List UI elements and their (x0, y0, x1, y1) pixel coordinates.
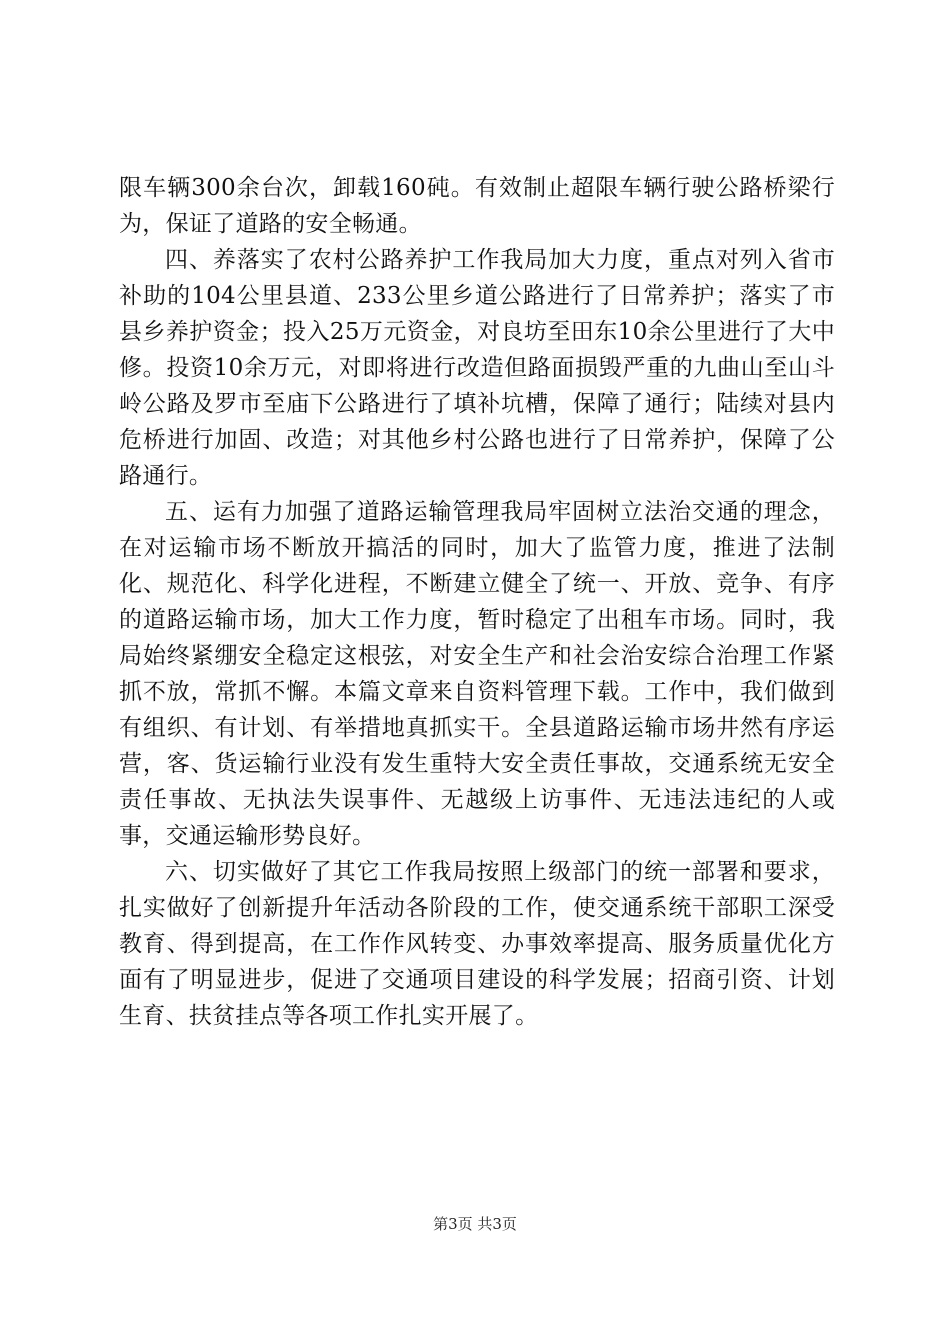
paragraph-section-four: 四、养落实了农村公路养护工作我局加大力度，重点对列入省市补助的104公里县道、233公里乡道公路进行了日常养护；落实了市县乡养护资金；投入25万元资金，对良坊至田东10余公里进行了大中修。投资10余万元，对即将进行改造但路面损毁严重的九曲山至山斗岭公路及罗市至庙下公路进行了填补坑槽，保障了通行；陆续对县内危桥进行加固、改造；对其他乡村公路也进行了日常养护，保障了公路通行。 (119, 247, 835, 489)
paragraph-section-five: 五、运有力加强了道路运输管理我局牢固树立法治交通的理念，在对运输市场不断放开搞活的同时，加大了监管力度，推进了法制化、规范化、科学化进程，不断建立健全了统一、开放、竞争、有序的道路运输市场，加大工作力度，暂时稳定了出租车市场。同时，我局始终紧绷安全稳定这根弦，对安全生产和社会治安综合治理工作紧抓不放，常抓不懈。本篇文章来自资料管理下载。工作中，我们做到有组织、有计划、有举措地真抓实干。全县道路运输市场井然有序运营，客、货运输行业没有发生重特大安全责任事故，交通系统无安全责任事故、无执法失误事件、无越级上访事件、无违法违纪的人或事，交通运输形势良好。 (119, 499, 835, 849)
paragraph-section-six: 六、切实做好了其它工作我局按照上级部门的统一部署和要求，扎实做好了创新提升年活动各阶段的工作，使交通系统干部职工深受教育、得到提高，在工作作风转变、办事效率提高、服务质量优化方面有了明显进步，促进了交通项目建设的科学发展；招商引资、计划生育、扶贫挂点等各项工作扎实开展了。 (119, 859, 835, 1029)
paragraph-continuation: 限车辆300余台次，卸载160砘。有效制止超限车辆行驶公路桥梁行为，保证了道路的安全畅通。 (119, 175, 835, 237)
document-body (119, 170, 835, 1034)
page-footer: 第3页 共3页 (433, 1215, 517, 1233)
